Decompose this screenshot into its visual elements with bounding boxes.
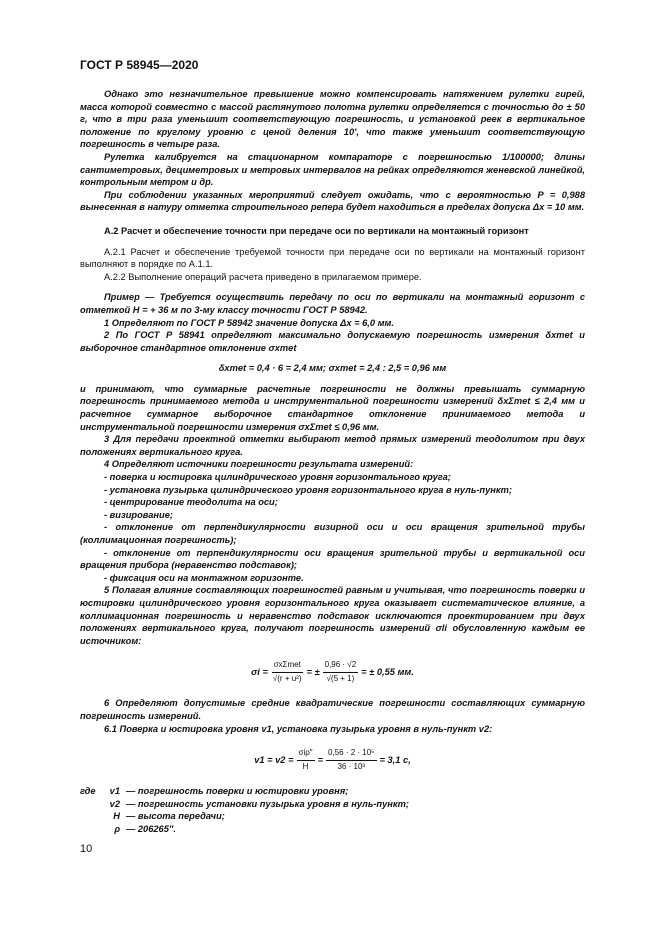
intro-paragraph-2: Рулетка калибруется на стационарном компараторе с погрешностью 1/100000; длины сантиметровых, дециметровых и метровых интервалов на рейках определяются женевской линейкой, контрольным метром и др.	[80, 151, 585, 188]
formula-3-fraction-1	[297, 747, 315, 773]
list-item: - отклонение от перпендикулярности оси вращения зрительной трубы и вертикальной оси вращения прибора (неравенство подставок);	[80, 547, 585, 571]
fraction-denominator: √(5 + 1)	[326, 673, 355, 683]
example-step-5: 5 Полагая влияние составляющих погрешностей равным и учитывая, что погрешность поверки и юстировки цилиндрического уровня горизонтального круга оказывает систематическое влияние, а коллимационная погрешность и неравенство подставок исключаются проектированием при двух положениях вертикального круга, получают погрешность измерений σli обусловленную каждым ее источником:	[80, 585, 585, 646]
example-step-6-1: 6.1 Поверка и юстировка уровня v1, установка пузырька уровня в нуль-пункт v2:	[104, 723, 493, 734]
definition-text: — высота передачи;	[126, 811, 225, 822]
where-label: где	[80, 786, 96, 797]
formula-2-fraction-1	[271, 659, 304, 685]
section-title-a2: А.2 Расчет и обеспечение точности при передаче оси по вертикали на монтажный горизонт	[104, 225, 529, 236]
formula-1: δxmet = 0,4 · 6 = 2,4 мм; σxmet = 2,4 : 2,5 = 0,96 мм	[218, 363, 447, 374]
definition-row	[80, 810, 585, 823]
list-item: - установка пузырька цилиндрического уровня горизонтального круга в нуль-пункт;	[104, 484, 512, 495]
formula-3	[80, 743, 585, 777]
definition-row	[80, 798, 585, 811]
fraction-numerator: 0,96 · √2	[323, 659, 359, 673]
list-item: - поверка и юстировка цилиндрического уровня горизонтального круга;	[104, 472, 451, 483]
formula-3-lhs: v1 = v2 =	[254, 754, 294, 765]
page-body	[80, 88, 585, 836]
definitions-list	[80, 785, 585, 835]
formula-3-rhs: = 3,1 с,	[379, 754, 411, 765]
example-step-1: 1 Определяют по ГОСТ Р 58942 значение допуска Δx = 6,0 мм.	[104, 317, 394, 328]
document-header: ГОСТ Р 58945—2020	[80, 58, 199, 72]
definition-symbol: v2	[109, 798, 120, 809]
formula-2-mid: = ±	[306, 667, 320, 678]
list-item: - отклонение от перпендикулярности визирной оси и оси вращения зрительной трубы (коллимационная погрешность);	[80, 522, 585, 545]
formula-3-fraction-2	[326, 747, 376, 773]
fraction-denominator: H	[302, 761, 309, 771]
formula-2-lhs: σi =	[251, 667, 268, 678]
example-step-3: 3 Для передачи проектной отметки выбирают метод прямых измерений теодолитом при двух положениях вертикального круга.	[80, 434, 585, 457]
example-step-4: 4 Определяют источники погрешности результата измерений:	[104, 459, 414, 470]
fraction-numerator: σiρ″	[297, 747, 315, 761]
fraction-numerator: σxΣmet	[272, 659, 303, 673]
intro-paragraph-3: При соблюдении указанных мероприятий следует ожидать, что с вероятностью P = 0,988 вынесенная в натуру отметка строительного репера будет находиться в пределах допуска Δx = 10 мм.	[80, 189, 585, 213]
definition-text: — погрешность поверки и юстировки уровня;	[126, 786, 349, 797]
list-item: - фиксация оси на монтажном горизонте.	[104, 572, 304, 583]
section-a2-paragraph-1: А.2.1 Расчет и обеспечение требуемой точности при передаче оси по вертикали на монтажный горизонт выполняют в порядке по А.1.1.	[80, 246, 585, 270]
formula-2	[80, 655, 585, 689]
list-item: - визирование;	[104, 509, 173, 520]
intro-paragraph-1: Однако это незначительное превышение можно компенсировать натяжением рулетки гирей, масса которой совместно с массой растянутого полотна рулетки определяется с точностью до ± 50 г, что в три раза уменьшит соответствующую погрешность, и установкой реек в вертикальное положение по круглому уровню с ценой деления 10′, что также уменьшит соответствующую погрешность в четыре раза.	[80, 89, 585, 150]
definition-text: — погрешность установки пузырька уровня в нуль-пункт;	[126, 798, 409, 809]
list-item: - центрирование теодолита на оси;	[104, 497, 278, 508]
page-number: 10	[80, 843, 93, 855]
definition-symbol: ρ	[114, 823, 120, 834]
example-intro: Пример — Требуется осуществить передачу по оси по вертикали на монтажный горизонт с отметкой H = + 36 м по 3-му классу точности ГОСТ Р 58942.	[80, 292, 585, 315]
formula-2-fraction-2	[323, 659, 359, 685]
fraction-denominator: 36 · 10³	[337, 761, 366, 771]
definition-symbol: H	[113, 811, 120, 822]
example-step-2: 2 По ГОСТ Р 58941 определяют максимально допускаемую погрешность измерения δxmet и выборочное стандартное отклонение σxmet	[80, 330, 585, 353]
definition-row	[80, 785, 585, 798]
example-step-6: 6 Определяют допустимые средние квадратические погрешности составляющих суммарную погрешность измерений.	[80, 698, 585, 721]
formula-3-mid: =	[317, 754, 324, 765]
example-after-formula-1: и принимают, что суммарные расчетные погрешности не должны превышать суммарную погрешность принимаемого метода и инструментальной погрешности измерений δxΣmet ≤ 2,4 мм и расчетное суммарное выборочное стандартное отклонение принимаемого метода и инструментальной погрешности измерения σxΣmet ≤ 0,96 мм.	[80, 383, 585, 432]
definition-symbol: v1	[109, 786, 120, 797]
formula-2-rhs: = ± 0,55 мм.	[361, 667, 414, 678]
definition-text: — 206265″.	[126, 823, 176, 834]
fraction-numerator: 0,56 · 2 · 10⁵	[326, 747, 376, 761]
fraction-denominator: √(r + u²)	[272, 673, 302, 683]
definition-row	[80, 823, 585, 836]
section-a2-paragraph-2: А.2.2 Выполнение операций расчета приведено в прилагаемом примере.	[104, 271, 422, 282]
